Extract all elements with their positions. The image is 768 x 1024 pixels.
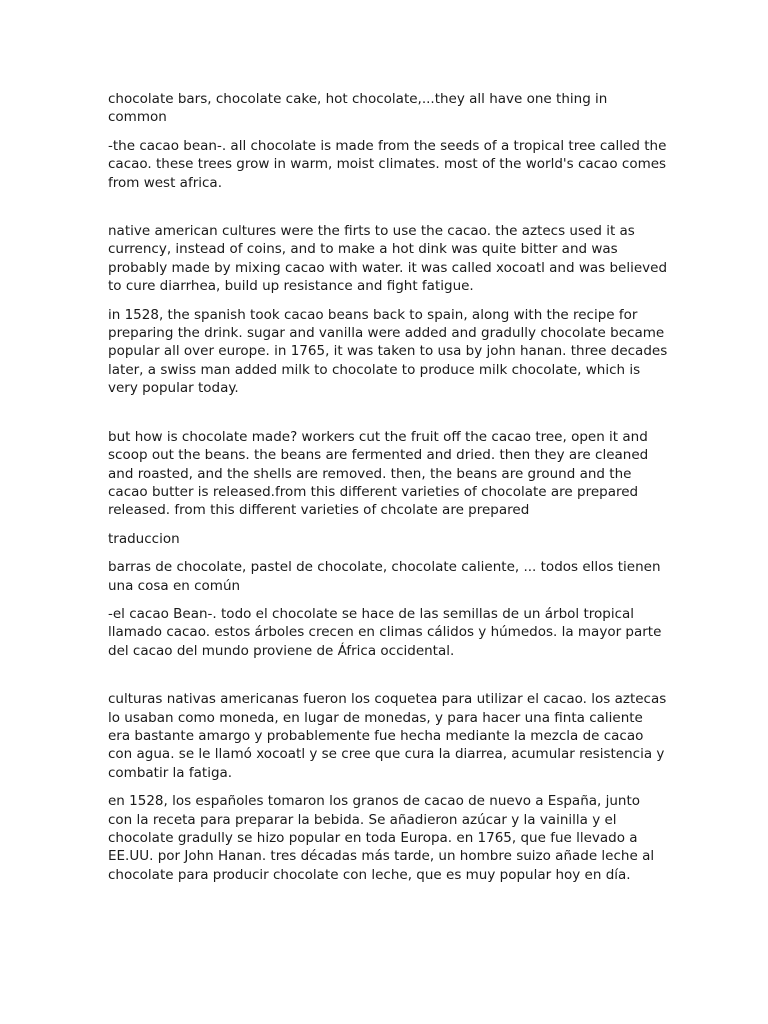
paragraph-cacao-bean: -the cacao bean-. all chocolate is made from the seeds of a tropical tree called the cacao. these trees grow in warm, moist climates. most of the world's cacao comes from west africa.	[108, 137, 667, 191]
paragraph-how-made: but how is chocolate made? workers cut the fruit off the cacao tree, open it and scoop out the beans. the beans are fermented and dried. then they are cleaned and roasted, and the shells are removed. then, the beans are ground and the cacao butter is released.from this different varieties of chocolate are prepared released. from this different varieties of chcolate are prepared	[108, 428, 649, 519]
paragraph-native-cultures: native american cultures were the firts to use the cacao. the aztecs used it as currency, instead of coins, and to make a hot dink was quite bitter and was probably made by mixing cacao with water. it was called xocoatl and was believed to cure diarrhea, build up resistance and fight fatigue.	[108, 223, 668, 295]
paragraph-intro-es: barras de chocolate, pastel de chocolate, chocolate caliente, ... todos ellos tienen una cosa en común	[108, 559, 661, 594]
paragraph-intro: chocolate bars, chocolate cake, hot chocolate,...they all have one thing in common	[108, 91, 608, 126]
paragraph-cacao-bean-es: -el cacao Bean-. todo el chocolate se hace de las semillas de un árbol tropical llamado cacao. estos árboles crecen en climas cálidos y húmedos. la mayor parte del cacao del mundo proviene de África occidental.	[108, 605, 662, 659]
paragraph-translation-heading: traduccion	[108, 530, 180, 547]
paragraph-native-cultures-es: culturas nativas americanas fueron los coquetea para utilizar el cacao. los aztecas lo usaban como moneda, en lugar de monedas, y para hacer una finta caliente era bastante amargo y probablemente fue hecha mediante la mezcla de cacao con agua. se le llamó xocoatl y se cree que cura la diarrea, acumular resistencia y combatir la fatiga.	[108, 691, 667, 781]
document-body	[108, 90, 668, 894]
paragraph-spanish-history: in 1528, the spanish took cacao beans back to spain, along with the recipe for preparing the drink. sugar and vanilla were added and gradully chocolate became popular all over europe. in 1765, it was taken to usa by john hanan. three decades later, a swiss man added milk to chocolate to produce milk chocolate, which is very popular today.	[108, 306, 668, 397]
paragraph-spanish-history-es: en 1528, los españoles tomaron los granos de cacao de nuevo a España, junto con la receta para preparar la bebida. Se añadieron azúcar y la vainilla y el chocolate gradully se hizo popular en toda Europa. en 1765, que fue llevado a EE.UU. por John Hanan. tres décadas más tarde, un hombre suizo añade leche al chocolate para producir chocolate con leche, que es muy popular hoy en día.	[108, 793, 655, 883]
